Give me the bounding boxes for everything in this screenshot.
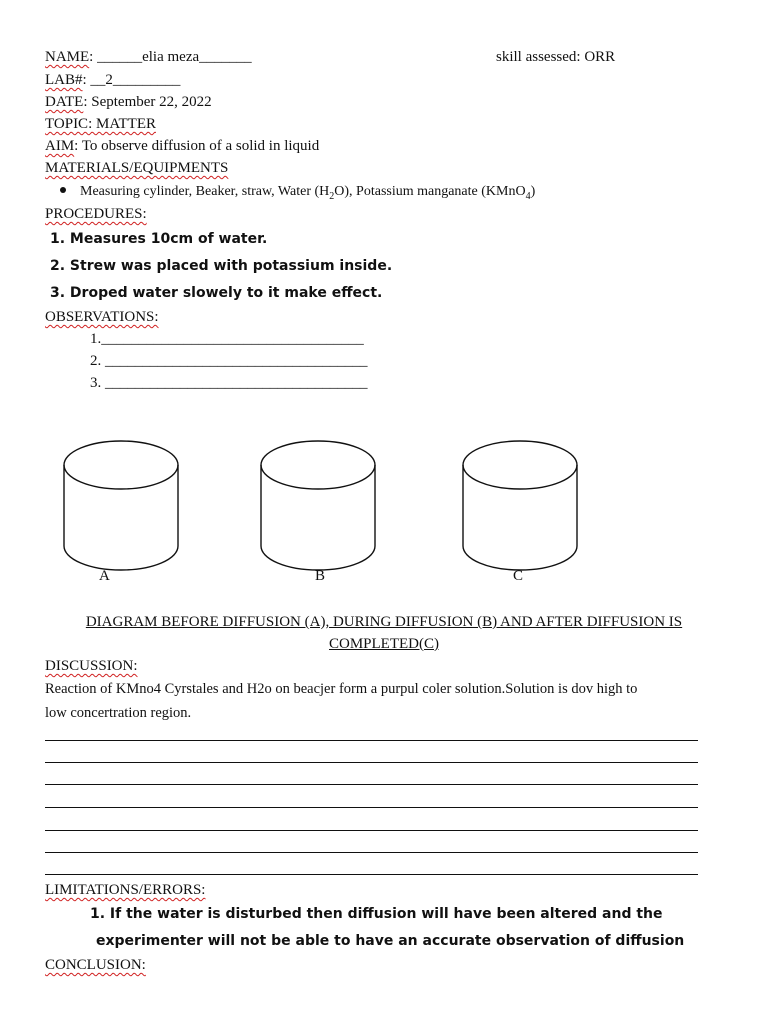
beaker-label-a: A: [99, 568, 110, 584]
date-line: [45, 92, 212, 112]
materials-h2o-sub: 2: [329, 190, 335, 202]
beaker-b-icon: [261, 441, 375, 570]
beaker-a-icon: [64, 441, 178, 570]
date-value: : September 22, 2022: [83, 94, 212, 110]
limitation-item-line1: 1. If the water is disturbed then diffusion will have been altered and the: [90, 906, 663, 922]
aim-line: [45, 136, 319, 156]
beaker-diagram: [0, 430, 768, 590]
blank-line: [45, 852, 698, 853]
observation-item: 3. ___________________________________: [90, 375, 368, 391]
procedure-item: 2. Strew was placed with potassium inside.: [50, 258, 393, 274]
bullet-icon: [60, 187, 66, 193]
lab-label: LAB#: [45, 72, 83, 88]
topic-line: TOPIC: MATTER: [45, 116, 156, 132]
blank-line: [45, 830, 698, 831]
beaker-label-c: C: [513, 568, 524, 584]
skill-assessed: skill assessed: ORR: [496, 49, 616, 65]
materials-heading: MATERIALS/EQUIPMENTS: [45, 160, 229, 176]
name-value: : ______elia meza_______: [89, 49, 252, 65]
beaker-c-icon: [463, 441, 577, 570]
discussion-text-line2: low concertration region.: [45, 705, 192, 721]
date-label: DATE: [45, 94, 84, 110]
blank-line: [45, 740, 698, 741]
materials-text-suffix: ): [530, 184, 536, 199]
blank-line: [45, 762, 698, 763]
name-label: NAME: [45, 49, 90, 65]
beaker-label-b: B: [315, 568, 326, 584]
materials-text-prefix: Measuring cylinder, Beaker, straw, Water (H: [80, 184, 330, 199]
lab-value: : __2_________: [82, 72, 181, 88]
limitation-item-line2: experimenter will not be able to have an accurate observation of diffusion: [96, 933, 685, 949]
aim-value: : To observe diffusion of a solid in liquid: [74, 138, 320, 154]
blank-line: [45, 807, 698, 808]
observation-item: 1.___________________________________: [90, 331, 364, 347]
discussion-text-line1: Reaction of KMno4 Cyrstales and H2o on beacjer form a purpul coler solution.Solution is dov high to: [45, 681, 638, 697]
blank-line: [45, 874, 698, 875]
conclusion-heading: CONCLUSION:: [45, 957, 146, 973]
aim-label: AIM: [45, 138, 75, 154]
procedure-item: 3. Droped water slowely to it make effect.: [50, 285, 383, 301]
diagram-caption-line2: COMPLETED(C): [329, 636, 439, 652]
limitations-heading: LIMITATIONS/ERRORS:: [45, 882, 206, 898]
diagram-caption-line1: DIAGRAM BEFORE DIFFUSION (A), DURING DIFFUSION (B) AND AFTER DIFFUSION IS: [85, 614, 683, 630]
materials-kmno4-sub: 4: [525, 190, 531, 202]
lab-line: [45, 70, 180, 90]
name-line: [45, 47, 252, 67]
observations-heading: OBSERVATIONS:: [45, 309, 159, 325]
procedures-heading: PROCEDURES:: [45, 206, 147, 222]
discussion-heading: DISCUSSION:: [45, 658, 138, 674]
blank-line: [45, 784, 698, 785]
materials-text-mid: O), Potassium manganate (KMnO: [334, 184, 526, 199]
observation-item: 2. ___________________________________: [90, 353, 368, 369]
procedure-item: 1. Measures 10cm of water.: [50, 231, 268, 247]
